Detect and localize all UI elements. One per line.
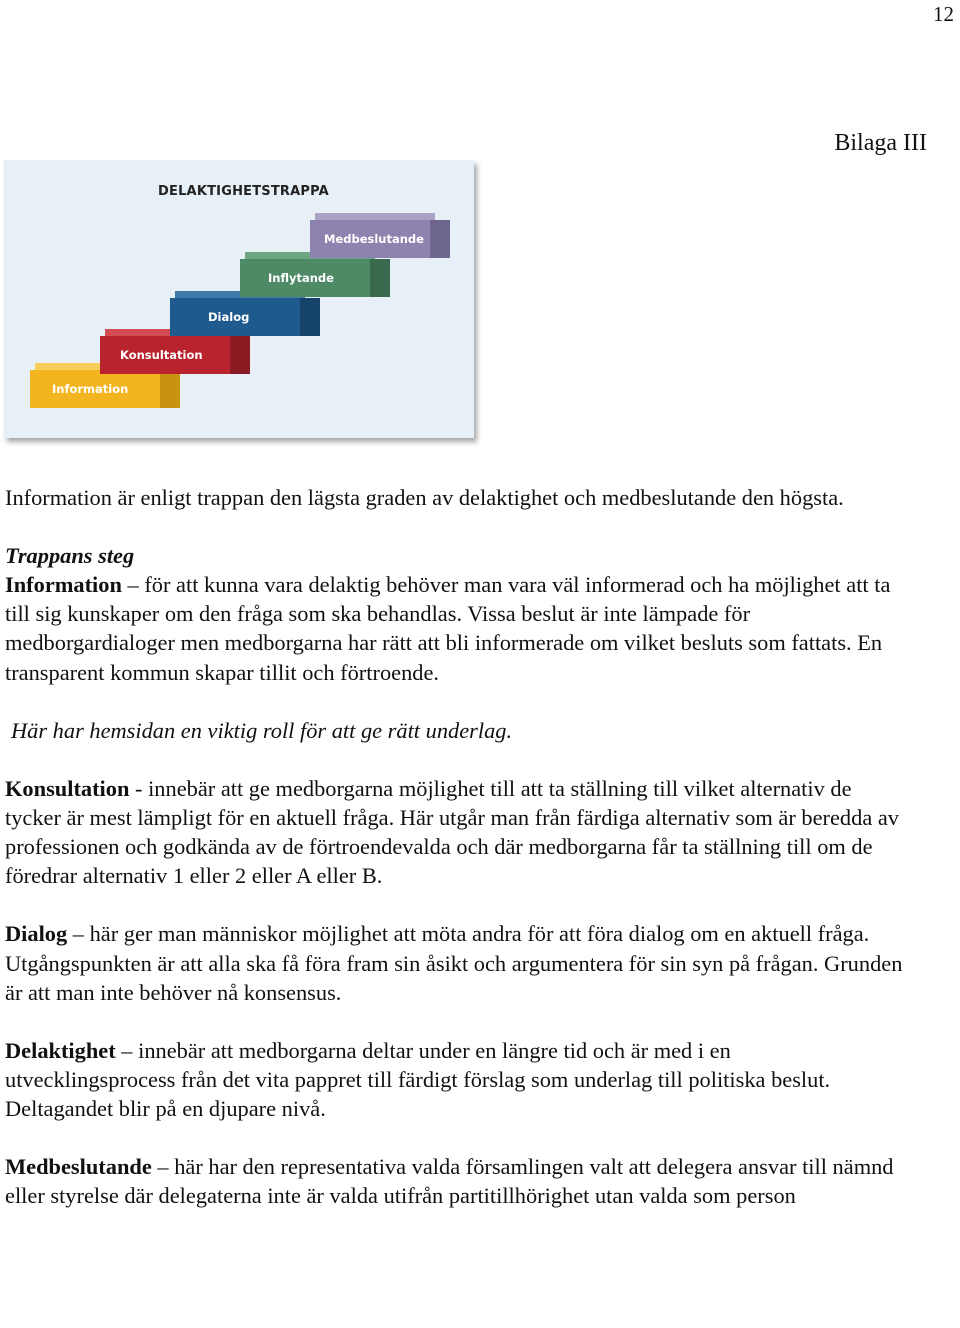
- definition: – här ger man människor möjlighet att möta andra för att föra dialog om en aktuell fråga. Utgångspunkten är att alla ska få föra fram sin åsikt och argumentera för sin syn på frågan. Grunden är att man inte behöver nå konsensus.: [5, 921, 903, 1005]
- definition: – innebär att medborgarna deltar under en längre tid och är med i en utvecklingsprocess från det vita pappret till färdigt förslag som underlag till politiska beslut. Deltagandet blir på en djupare nivå.: [5, 1037, 831, 1121]
- page-number: 12: [933, 2, 954, 26]
- term: Medbeslutande: [5, 1154, 152, 1180]
- paragraph-dialog: [5, 919, 905, 1006]
- step-label: Konsultation: [100, 336, 230, 374]
- step-label: Medbeslutande: [310, 220, 430, 258]
- term: Delaktighet: [5, 1037, 116, 1063]
- definition: – för att kunna vara delaktig behöver man vara väl informerad och ha möjlighet att ta till sig kunskaper om den fråga som ska behandlas. Vissa beslut är inte lämpade för medborgardialoger men medborgarna har rätt att bli informerade om vilket besluts som fattats. En transparent kommun skapar tillit och förtroende.: [5, 572, 891, 685]
- participation-ladder-figure: [4, 160, 474, 438]
- appendix-label: Bilaga III: [834, 130, 927, 156]
- body-text: [5, 483, 905, 1210]
- figure-title: DELAKTIGHETSTRAPPA: [158, 184, 329, 199]
- intro-paragraph: Information är enligt trappan den lägsta graden av delaktighet och medbeslutande den högsta.: [5, 485, 844, 510]
- section-heading: Trappans steg: [5, 543, 135, 569]
- paragraph-information: [5, 570, 905, 686]
- paragraph-medbeslutande: [5, 1152, 905, 1210]
- step-label: Inflytande: [240, 259, 370, 297]
- term: Dialog: [5, 921, 68, 947]
- term: Information: [5, 572, 122, 598]
- step-label: Dialog: [170, 298, 300, 336]
- term: Konsultation: [5, 775, 130, 801]
- note-paragraph: Här har hemsidan en viktig roll för att ge rätt underlag.: [11, 717, 513, 743]
- paragraph-konsultation: [5, 774, 905, 890]
- definition: - innebär att ge medborgarna möjlighet till att ta ställning till vilket alternativ de tycker är mest lämpligt för en aktuell fråga. Här utgår man från färdiga alternativ som är beredda av professionen och godkända av de förtroendevalda och där medborgarna får ta ställning till om de föredrar alternativ 1 eller 2 eller A eller B.: [5, 775, 899, 889]
- paragraph-delaktighet: [5, 1036, 905, 1123]
- definition: – här har den representativa valda församlingen valt att delegera ansvar till nämnd eller styrelse där delegaterna inte är valda utifrån partitillhörighet utan valda som person: [5, 1154, 894, 1209]
- step-label: Information: [30, 370, 160, 408]
